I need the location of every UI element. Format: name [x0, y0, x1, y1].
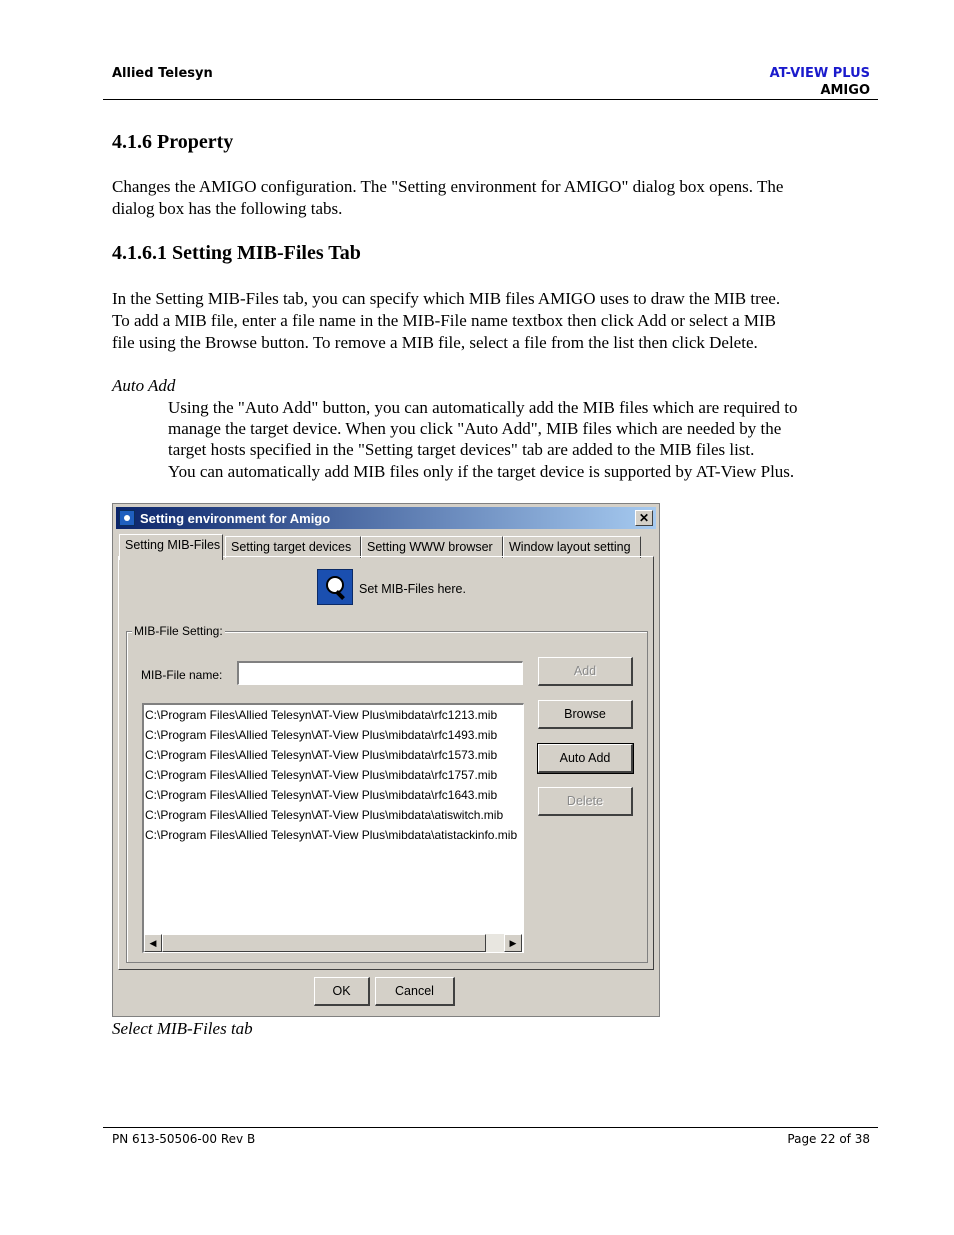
list-item[interactable]: C:\Program Files\Allied Telesyn\AT-View Plus\mibdata\atiswitch.mib: [145, 808, 504, 822]
header-company: Allied Telesyn: [112, 66, 213, 81]
delete-button[interactable]: Delete: [538, 787, 633, 816]
set-mib-files-label: Set MIB-Files here.: [359, 582, 466, 596]
dialog-title: Setting environment for Amigo: [140, 511, 331, 526]
term-line-4: You can automatically add MIB files only if the target device is supported by AT-View Plus.: [168, 462, 795, 481]
term-line-3: target hosts specified in the "Setting target devices" tab are added to the MIB files list.: [168, 440, 755, 459]
list-item[interactable]: C:\Program Files\Allied Telesyn\AT-View Plus\mibdata\rfc1573.mib: [145, 748, 498, 762]
subsection-heading: 4.1.6.1 Setting MIB-Files Tab: [112, 242, 361, 264]
scroll-thumb[interactable]: [162, 934, 486, 952]
mib-file-setting-group: [126, 624, 648, 963]
term-line-1: Using the "Auto Add" button, you can automatically add the MIB files which are required to: [168, 398, 798, 417]
horizontal-scrollbar[interactable]: [144, 934, 522, 952]
body-line-3: file using the Browse button. To remove a MIB file, select a file from the list then click Delete.: [112, 333, 758, 352]
mib-file-name-label: MIB-File name:: [141, 668, 223, 682]
footer-part-number: PN 613-50506-00 Rev B: [112, 1132, 256, 1146]
term-auto-add: Auto Add: [112, 376, 176, 395]
mib-file-name-input[interactable]: [237, 661, 523, 685]
close-button[interactable]: ✕: [635, 510, 653, 526]
tab-setting-target-devices[interactable]: Setting target devices: [225, 536, 361, 558]
settings-dialog: [112, 503, 660, 1017]
tab-setting-mib-files[interactable]: Setting MIB-Files: [119, 534, 223, 560]
group-label: MIB-File Setting:: [134, 624, 223, 638]
intro-line-1: Changes the AMIGO configuration. The "Setting environment for AMIGO" dialog box opens. The: [112, 177, 784, 196]
list-item[interactable]: C:\Program Files\Allied Telesyn\AT-View Plus\mibdata\rfc1493.mib: [145, 728, 498, 742]
ok-button[interactable]: OK: [314, 977, 370, 1006]
figure-caption: Select MIB-Files tab: [112, 1019, 253, 1038]
list-item[interactable]: C:\Program Files\Allied Telesyn\AT-View Plus\mibdata\atistackinfo.mib: [145, 828, 518, 842]
list-item[interactable]: C:\Program Files\Allied Telesyn\AT-View Plus\mibdata\rfc1643.mib: [145, 788, 498, 802]
tab-panel-mib-files: [118, 556, 654, 970]
tab-setting-www-browser[interactable]: Setting WWW browser: [361, 536, 503, 558]
tab-window-layout-setting[interactable]: Window layout setting: [503, 536, 641, 558]
list-item[interactable]: C:\Program Files\Allied Telesyn\AT-View Plus\mibdata\rfc1757.mib: [145, 768, 498, 782]
mib-files-list[interactable]: [142, 703, 524, 953]
footer-page-number: Page 22 of 38: [787, 1132, 870, 1146]
term-line-2: manage the target device. When you click "Auto Add", MIB files which are needed by the: [168, 419, 782, 438]
footer-rule: [103, 1127, 878, 1128]
scroll-right-icon[interactable]: ▶: [504, 934, 522, 952]
list-item[interactable]: C:\Program Files\Allied Telesyn\AT-View Plus\mibdata\rfc1213.mib: [145, 708, 498, 722]
add-button[interactable]: Add: [538, 657, 633, 686]
body-line-1: In the Setting MIB-Files tab, you can specify which MIB files AMIGO uses to draw the MIB tree.: [112, 289, 781, 308]
section-heading: 4.1.6 Property: [112, 131, 234, 153]
header-product: AT-VIEW PLUS: [769, 66, 870, 81]
body-line-2: To add a MIB file, enter a file name in the MIB-File name textbox then click Add or select a MIB: [112, 311, 776, 330]
scroll-left-icon[interactable]: ◀: [144, 934, 162, 952]
browse-button[interactable]: Browse: [538, 700, 633, 729]
amigo-app-icon: [119, 510, 135, 526]
cancel-button[interactable]: Cancel: [375, 977, 455, 1006]
header-rule: [103, 99, 878, 100]
dialog-titlebar[interactable]: [116, 507, 656, 529]
mib-search-icon: [317, 569, 353, 605]
header-module: AMIGO: [820, 83, 870, 98]
intro-line-2: dialog box has the following tabs.: [112, 199, 343, 218]
auto-add-button[interactable]: Auto Add: [538, 744, 633, 773]
